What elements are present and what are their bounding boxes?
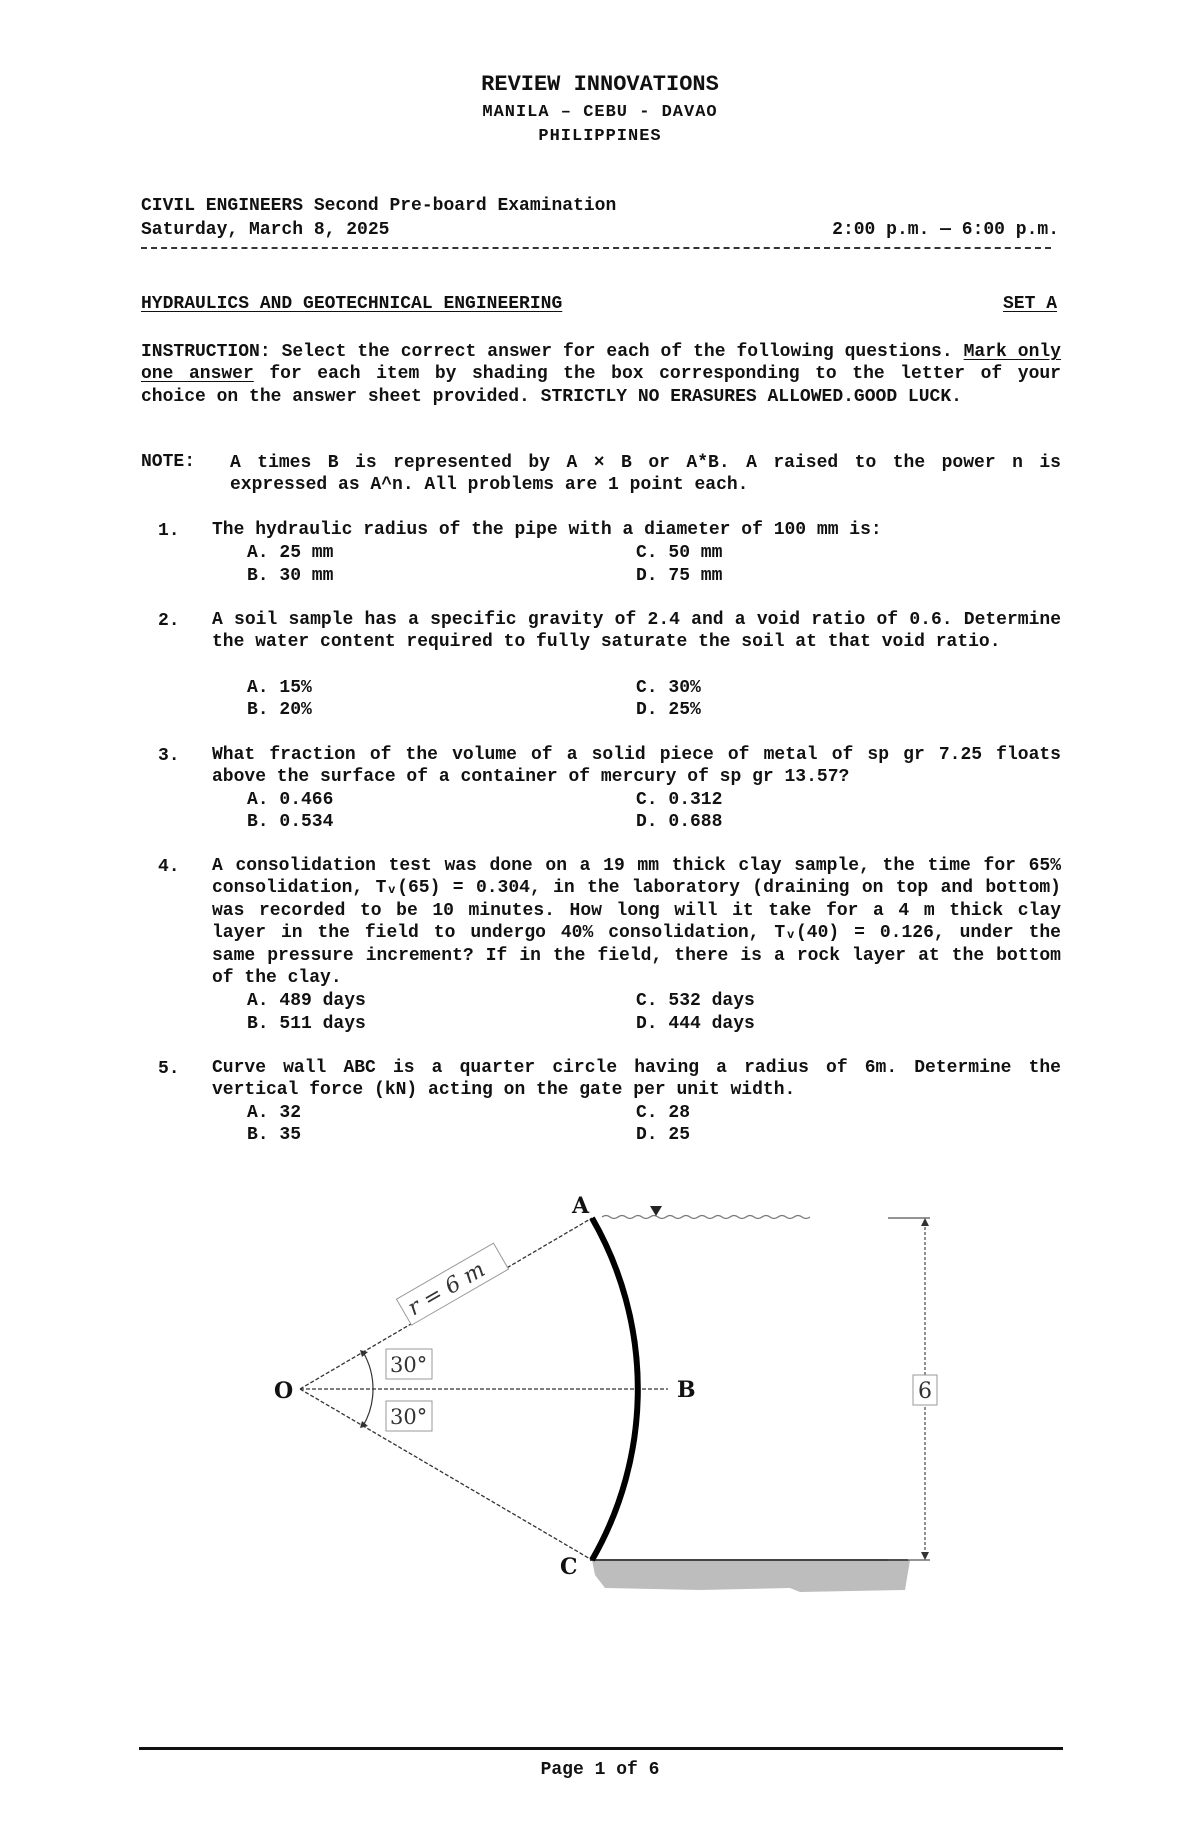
angle-label-top: 30° bbox=[390, 1353, 428, 1377]
question-text: A consolidation test was done on a 19 mm thick clay sample, the time for 65% consolidation, Tᵥ(65) = 0.304, in the laboratory (draining on top and bottom) was recorded to be 10 minutes. How long will it take for a 4 m thick clay layer in the field to undergo 40% consolidation, Tᵥ(40) = 0.126, under the same pressure increment? If in the field, there is a rock layer at the bottom of the clay. bbox=[212, 856, 1061, 989]
subject-title: HYDRAULICS AND GEOTECHNICAL ENGINEERING bbox=[141, 294, 563, 314]
question-text: Curve wall ABC is a quarter circle having a radius of 6m. Determine the vertical force (kN) acting on the gate per unit width. bbox=[212, 1058, 1061, 1101]
footer-rule bbox=[139, 1747, 1063, 1750]
exam-time: 2:00 p.m. — 6:00 p.m. bbox=[832, 220, 1059, 240]
choice-b: B. 35 bbox=[247, 1125, 302, 1145]
choice-c: C. 28 bbox=[636, 1103, 691, 1123]
set-label: SET A bbox=[1002, 294, 1057, 314]
label-c: C bbox=[560, 1554, 578, 1580]
choice-a: A. 0.466 bbox=[247, 790, 334, 810]
org-cities: MANILA – CEBU - DAVAO bbox=[482, 103, 718, 122]
ground-hatch bbox=[592, 1560, 910, 1592]
angle-arc-bottom bbox=[363, 1389, 373, 1426]
org-title: REVIEW INNOVATIONS bbox=[481, 72, 719, 97]
question-text: A soil sample has a specific gravity of 2.4 and a void ratio of 0.6. Determine the water content required to fully saturate the soil at that void ratio. bbox=[212, 610, 1061, 653]
label-b: B bbox=[677, 1377, 696, 1403]
question-text: The hydraulic radius of the pipe with a diameter of 100 mm is: bbox=[212, 520, 882, 540]
water-level-triangle bbox=[650, 1206, 662, 1216]
angle-arc-top bbox=[363, 1352, 373, 1389]
exam-name: CIVIL ENGINEERS Second Pre-board Examination bbox=[141, 196, 617, 216]
angle-label-bottom: 30° bbox=[390, 1405, 428, 1429]
choice-d: D. 25% bbox=[636, 700, 701, 720]
choice-d: D. 75 mm bbox=[636, 566, 723, 586]
question-number: 5. bbox=[158, 1059, 180, 1079]
question-number: 4. bbox=[158, 857, 180, 877]
question-text: What fraction of the volume of a solid piece of metal of sp gr 7.25 floats above the surface of a container of mercury of sp gr 13.57? bbox=[212, 745, 1061, 788]
question-number: 3. bbox=[158, 746, 180, 766]
choice-c: C. 0.312 bbox=[636, 790, 723, 810]
page-number: Page 1 of 6 bbox=[540, 1760, 660, 1780]
water-surface bbox=[602, 1216, 810, 1219]
choice-d: D. 444 days bbox=[636, 1014, 755, 1034]
instruction-label: INSTRUCTION: bbox=[141, 342, 271, 362]
note-text: A times B is represented by A × B or A*B. A raised to the power n is expressed as A^n. All problems are 1 point each. bbox=[230, 453, 1061, 496]
choice-c: C. 532 days bbox=[636, 991, 755, 1011]
height-label: 6 bbox=[918, 1379, 932, 1404]
choice-b: B. 20% bbox=[247, 700, 312, 720]
choice-c: C. 50 mm bbox=[636, 543, 723, 563]
choice-b: B. 0.534 bbox=[247, 812, 334, 832]
choice-a: A. 15% bbox=[247, 678, 312, 698]
instruction-text-1: Select the correct answer for each of the following questions. bbox=[281, 342, 953, 362]
instruction-text-2: for each item by shading the box corresponding to the letter of your choice on the answer sheet provided. STRICTLY NO ERASURES ALLOWED.GOOD LUCK. bbox=[141, 364, 1061, 407]
choice-a: A. 25 mm bbox=[247, 543, 334, 563]
choice-b: B. 30 mm bbox=[247, 566, 334, 586]
radius-label: r = 6 m bbox=[403, 1257, 490, 1322]
choice-c: C. 30% bbox=[636, 678, 701, 698]
label-o: O bbox=[274, 1378, 294, 1404]
instruction-underlined: Mark only one answer bbox=[141, 342, 1061, 385]
choice-d: D. 0.688 bbox=[636, 812, 723, 832]
radius-line-oc bbox=[300, 1389, 592, 1560]
question-number: 1. bbox=[158, 521, 180, 541]
choice-d: D. 25 bbox=[636, 1125, 691, 1145]
choice-a: A. 32 bbox=[247, 1103, 302, 1123]
exam-date: Saturday, March 8, 2025 bbox=[141, 220, 390, 240]
note-label: NOTE: bbox=[141, 452, 196, 472]
label-a: A bbox=[572, 1193, 590, 1219]
question-number: 2. bbox=[158, 611, 180, 631]
choice-b: B. 511 days bbox=[247, 1014, 366, 1034]
org-country: PHILIPPINES bbox=[538, 127, 662, 146]
choice-a: A. 489 days bbox=[247, 991, 366, 1011]
